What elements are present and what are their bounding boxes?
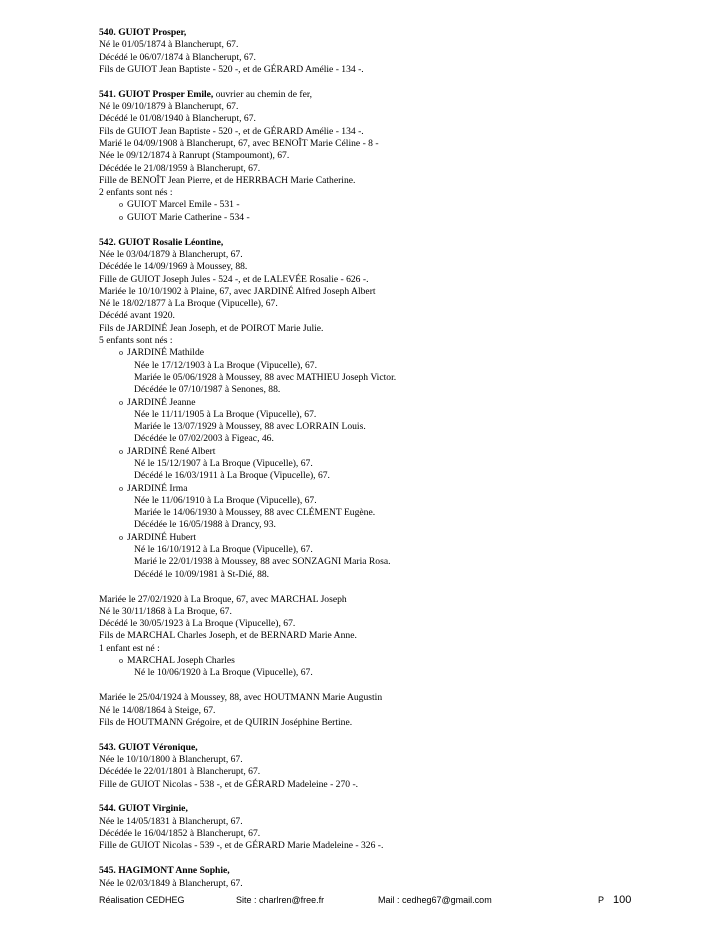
entry-occupation: ouvrier au chemin de fer, [213, 88, 313, 100]
bullet-icon: o [119, 200, 123, 210]
entry-heading [99, 27, 689, 39]
record-line: Fils de JARDINÉ Jean Joseph, et de POIROT Marie Julie. [99, 322, 324, 334]
record-line: Fille de GUIOT Nicolas - 539 -, et de GÉRARD Marie Madeleine - 326 -. [99, 840, 384, 852]
footer-credit: Réalisation CEDHEG [99, 895, 185, 905]
entry-name: 543. GUIOT Véronique, [99, 741, 198, 753]
footer-mail[interactable]: Mail : cedheg67@gmail.com [378, 895, 492, 905]
child-detail: Né le 16/10/1912 à La Broque (Vipucelle), 67. [134, 544, 313, 556]
child-item [99, 212, 689, 224]
record-line: Décédé le 01/08/1940 à Blancherupt, 67. [99, 113, 256, 125]
child-detail: Née le 11/06/1910 à La Broque (Vipucelle), 67. [134, 494, 317, 506]
child-item [99, 655, 689, 667]
footer-page-label: P [598, 895, 605, 905]
record-line: Fils de GUIOT Jean Baptiste - 520 -, et de GÉRARD Amélie - 134 -. [99, 125, 364, 137]
child-detail: Né le 15/12/1907 à La Broque (Vipucelle), 67. [134, 457, 313, 469]
record-line: Née le 10/10/1800 à Blancherupt, 67. [99, 754, 243, 765]
person-entry [99, 27, 689, 76]
child-name: JARDINÉ Hubert [127, 531, 197, 543]
bullet-icon: o [119, 348, 123, 358]
record-line: Né le 30/11/1868 à La Broque, 67. [99, 605, 232, 617]
record-line: Marié le 04/09/1908 à Blancherupt, 67, avec BENOÎT Marie Céline - 8 - [99, 137, 379, 149]
child-detail: Décédé le 16/03/1911 à La Broque (Vipucelle), 67. [134, 470, 330, 482]
child-name: GUIOT Marie Catherine - 534 - [127, 211, 250, 223]
footer-page-number: 100 [613, 894, 632, 906]
child-item [99, 199, 689, 211]
genealogy-document [99, 27, 689, 902]
person-entry [99, 865, 689, 890]
child-detail: Née le 17/12/1903 à La Broque (Vipucelle), 67. [134, 359, 317, 371]
record-line: Décédée le 21/08/1959 à Blancherupt, 67. [99, 162, 261, 174]
record-line: Décédée le 16/04/1852 à Blancherupt, 67. [99, 828, 261, 840]
record-line: Fille de GUIOT Joseph Jules - 524 -, et de LALEVÉE Rosalie - 626 -. [99, 273, 369, 285]
child-name: MARCHAL Joseph Charles [127, 655, 235, 667]
entry-heading [99, 237, 689, 249]
record-line: Mariée le 27/02/1920 à La Broque, 67, avec MARCHAL Joseph [99, 593, 347, 605]
page-footer [0, 895, 701, 909]
bullet-icon: o [119, 656, 123, 666]
child-detail: Né le 10/06/1920 à La Broque (Vipucelle), 67. [134, 667, 313, 679]
bullet-icon: o [119, 446, 123, 456]
child-detail: Décédée le 16/05/1988 à Drancy, 93. [134, 519, 276, 531]
record-line: Décédé le 30/05/1923 à La Broque (Vipucelle), 67. [99, 618, 296, 630]
record-line: Né le 01/05/1874 à Blancherupt, 67. [99, 39, 239, 51]
record-line: Fils de HOUTMANN Grégoire, et de QUIRIN Joséphine Bertine. [99, 716, 353, 728]
record-line: Née le 09/12/1874 à Ranrupt (Stampoumont), 67. [99, 150, 290, 162]
bullet-icon: o [119, 483, 123, 493]
entry-heading [99, 742, 689, 754]
child-item [99, 397, 689, 409]
record-line: Fille de GUIOT Nicolas - 538 -, et de GÉRARD Madeleine - 270 -. [99, 778, 359, 790]
entry-name: 544. GUIOT Virginie, [99, 803, 188, 815]
entry-heading [99, 803, 689, 815]
record-line: Mariée le 10/10/1902 à Plaine, 67, avec JARDINÉ Alfred Joseph Albert [99, 285, 376, 297]
record-line: 2 enfants sont nés : [99, 187, 173, 199]
entry-heading [99, 865, 689, 877]
child-detail: Mariée le 14/06/1930 à Moussey, 88 avec CLÉMENT Eugène. [134, 507, 376, 519]
person-entry [99, 742, 689, 791]
entry-name: 542. GUIOT Rosalie Léontine, [99, 236, 224, 248]
child-detail: Mariée le 05/06/1928 à Moussey, 88 avec MATHIEU Joseph Victor. [134, 371, 397, 383]
record-line: Né le 14/08/1864 à Steige, 67. [99, 704, 216, 716]
record-line: Décédé le 06/07/1874 à Blancherupt, 67. [99, 51, 256, 63]
entry-name: 545. HAGIMONT Anne Sophie, [99, 865, 230, 877]
record-line: Fils de GUIOT Jean Baptiste - 520 -, et de GÉRARD Amélie - 134 -. [99, 63, 364, 75]
child-detail: Décédée le 07/10/1987 à Senones, 88. [134, 384, 281, 396]
person-entry [99, 237, 689, 581]
child-name: JARDINÉ René Albert [127, 445, 216, 457]
record-line: Mariée le 25/04/1924 à Moussey, 88, avec HOUTMANN Marie Augustin [99, 692, 383, 704]
additional-marriage [99, 692, 689, 729]
record-line: Décédée le 14/09/1969 à Moussey, 88. [99, 261, 248, 273]
record-line: Décédé avant 1920. [99, 310, 175, 322]
entry-name: 540. GUIOT Prosper, [99, 27, 187, 38]
record-line: Née le 14/05/1831 à Blancherupt, 67. [99, 815, 243, 827]
bullet-icon: o [119, 397, 123, 407]
footer-site[interactable]: Site : charlren@free.fr [236, 895, 325, 905]
bullet-icon: o [119, 532, 123, 542]
child-detail: Décédée le 07/02/2003 à Figeac, 46. [134, 433, 274, 445]
bullet-icon: o [119, 212, 123, 222]
child-item [99, 483, 689, 495]
child-item [99, 532, 689, 544]
record-line: Né le 18/02/1877 à La Broque (Vipucelle), 67. [99, 298, 278, 310]
record-line: Fils de MARCHAL Charles Joseph, et de BERNARD Marie Anne. [99, 630, 357, 642]
child-name: JARDINÉ Jeanne [127, 396, 196, 408]
record-line: Décédée le 22/01/1801 à Blancherupt, 67. [99, 766, 261, 778]
additional-marriage [99, 594, 689, 680]
entry-name: 541. GUIOT Prosper Emile, [99, 88, 214, 100]
child-detail: Mariée le 13/07/1929 à Moussey, 88 avec LORRAIN Louis. [134, 421, 366, 433]
record-line: Fille de BENOÎT Jean Pierre, et de HERRBACH Marie Catherine. [99, 174, 356, 186]
record-line: Née le 02/03/1849 à Blancherupt, 67. [99, 877, 243, 889]
child-detail: Marié le 22/01/1938 à Moussey, 88 avec SONZAGNI Maria Rosa. [134, 556, 391, 568]
entry-heading [99, 89, 689, 101]
child-detail: Née le 11/11/1905 à La Broque (Vipucelle), 67. [134, 408, 317, 420]
child-name: JARDINÉ Irma [127, 482, 188, 494]
child-name: GUIOT Marcel Emile - 531 - [127, 199, 240, 211]
record-line: Né le 09/10/1879 à Blancherupt, 67. [99, 101, 239, 113]
record-line: 1 enfant est né : [99, 642, 160, 654]
child-item [99, 446, 689, 458]
record-line: 5 enfants sont nés : [99, 335, 173, 347]
child-name: JARDINÉ Mathilde [127, 347, 205, 359]
child-detail: Décédé le 10/09/1981 à St-Dié, 88. [134, 568, 270, 580]
record-line: Née le 03/04/1879 à Blancherupt, 67. [99, 248, 243, 260]
person-entry [99, 803, 689, 852]
person-entry [99, 89, 689, 224]
child-item [99, 347, 689, 359]
